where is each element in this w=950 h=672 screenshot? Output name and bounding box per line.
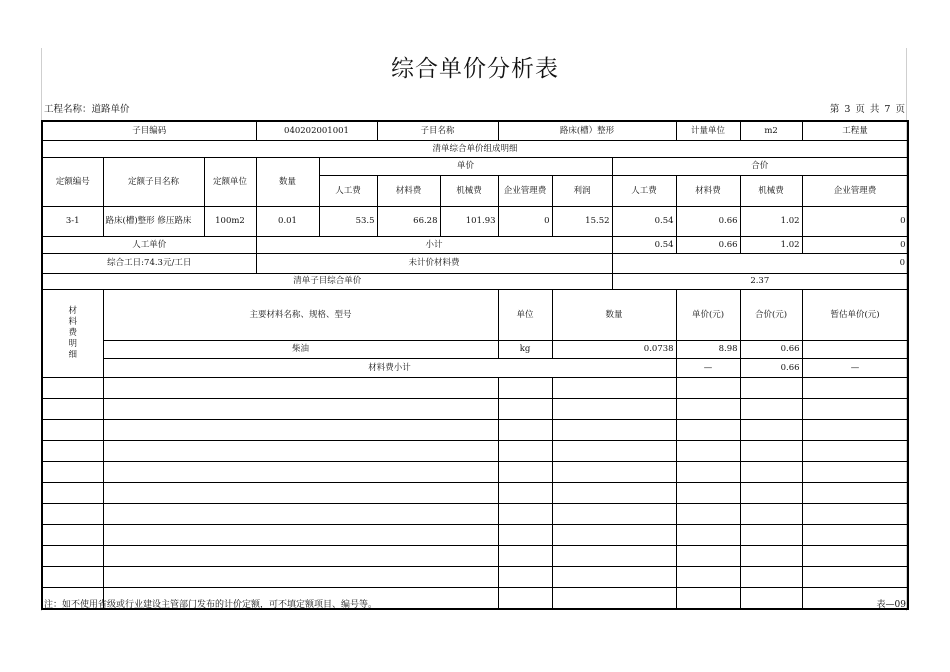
name-label: 子目名称 xyxy=(377,121,498,140)
empty-cell xyxy=(103,461,498,482)
col-up-profit: 利润 xyxy=(552,175,612,206)
empty-row xyxy=(42,398,908,419)
empty-cell xyxy=(740,482,802,503)
empty-cell xyxy=(676,461,740,482)
mat-col-total: 合价(元) xyxy=(740,289,802,340)
table-row xyxy=(42,358,908,377)
empty-cell xyxy=(42,440,103,461)
col-quota-unit: 定额单位 xyxy=(204,157,256,206)
empty-cell xyxy=(552,461,676,482)
empty-cell xyxy=(802,461,908,482)
empty-cell xyxy=(498,566,552,587)
empty-cell xyxy=(498,461,552,482)
name-value: 路床(槽）整形 xyxy=(498,121,676,140)
unpriced-value: 0 xyxy=(612,253,908,273)
code-label: 子目编码 xyxy=(42,121,256,140)
empty-cell xyxy=(103,482,498,503)
empty-cell xyxy=(498,398,552,419)
empty-cell xyxy=(552,566,676,587)
empty-cell xyxy=(498,524,552,545)
row1-tp-labor: 0.54 xyxy=(612,206,676,236)
row1-qty: 0.01 xyxy=(256,206,319,236)
mat-col-unit: 单位 xyxy=(498,289,552,340)
table-row xyxy=(42,289,908,340)
row1-up-profit: 15.52 xyxy=(552,206,612,236)
row1-name: 路床(槽)整形 修压路床 xyxy=(103,206,204,236)
col-quota-no: 定额编号 xyxy=(42,157,103,206)
empty-cell xyxy=(740,440,802,461)
mat-item-price: 8.98 xyxy=(676,340,740,358)
empty-cell xyxy=(676,524,740,545)
form-number: 表—09 xyxy=(876,600,906,610)
subtotal-mgmt: 0 xyxy=(802,236,908,253)
empty-cell xyxy=(552,377,676,398)
empty-cell xyxy=(498,503,552,524)
empty-cell xyxy=(802,566,908,587)
unpriced-label: 未计价材料费 xyxy=(256,253,612,273)
empty-cell xyxy=(802,545,908,566)
empty-cell xyxy=(676,482,740,503)
mat-item-name: 柴油 xyxy=(103,340,498,358)
empty-cell xyxy=(676,566,740,587)
empty-cell xyxy=(42,377,103,398)
empty-row xyxy=(42,419,908,440)
mat-item-qty: 0.0738 xyxy=(552,340,676,358)
empty-cell xyxy=(740,398,802,419)
empty-cell xyxy=(103,377,498,398)
empty-cell xyxy=(676,419,740,440)
unit-value: m2 xyxy=(740,121,802,140)
empty-cell xyxy=(552,587,676,609)
empty-cell xyxy=(802,482,908,503)
col-quota-name: 定额子目名称 xyxy=(103,157,204,206)
empty-row xyxy=(42,440,908,461)
composite-value: 2.37 xyxy=(612,273,908,289)
empty-cell xyxy=(740,461,802,482)
col-up-material: 材料费 xyxy=(377,175,440,206)
empty-cell xyxy=(42,398,103,419)
empty-cell xyxy=(552,482,676,503)
col-up-machine: 机械费 xyxy=(440,175,498,206)
empty-cell xyxy=(42,524,103,545)
empty-row xyxy=(42,566,908,587)
empty-row xyxy=(42,377,908,398)
empty-cell xyxy=(740,419,802,440)
col-total-price: 合价 xyxy=(612,157,908,175)
empty-cell xyxy=(498,587,552,609)
empty-cell xyxy=(676,377,740,398)
empty-cell xyxy=(552,398,676,419)
empty-row xyxy=(42,524,908,545)
row1-tp-material: 0.66 xyxy=(676,206,740,236)
empty-row xyxy=(42,503,908,524)
empty-cell xyxy=(802,524,908,545)
labor-rate: 综合工日:74.3元/工日 xyxy=(42,253,256,273)
empty-cell xyxy=(42,419,103,440)
section-title: 清单综合单价组成明细 xyxy=(42,140,908,157)
analysis-table xyxy=(41,120,909,610)
row1-up-labor: 53.5 xyxy=(319,206,377,236)
empty-cell xyxy=(42,545,103,566)
empty-cell xyxy=(740,377,802,398)
empty-cell xyxy=(676,545,740,566)
empty-row xyxy=(42,545,908,566)
empty-cell xyxy=(42,461,103,482)
table-row xyxy=(42,157,908,175)
subtotal-label: 小计 xyxy=(256,236,612,253)
empty-cell xyxy=(802,440,908,461)
mat-sub-total: 0.66 xyxy=(740,358,802,377)
empty-cell xyxy=(42,482,103,503)
project-name: 工程名称：道路单价 xyxy=(44,104,130,115)
empty-cell xyxy=(802,398,908,419)
col-up-labor: 人工费 xyxy=(319,175,377,206)
empty-row xyxy=(42,482,908,503)
empty-cell xyxy=(552,440,676,461)
empty-cell xyxy=(103,524,498,545)
col-tp-labor: 人工费 xyxy=(612,175,676,206)
mat-item-unit: kg xyxy=(498,340,552,358)
mat-col-price: 单价(元) xyxy=(676,289,740,340)
table-row xyxy=(42,340,908,358)
empty-row xyxy=(42,461,908,482)
empty-cell xyxy=(498,377,552,398)
table-row xyxy=(42,253,908,273)
mat-subtotal-label: 材料费小计 xyxy=(103,358,676,377)
qty-label: 工程量 xyxy=(802,121,908,140)
labor-unit-price-label: 人工单价 xyxy=(42,236,256,253)
mat-col-qty: 数量 xyxy=(552,289,676,340)
col-tp-mgmt: 企业管理费 xyxy=(802,175,908,206)
empty-cell xyxy=(552,419,676,440)
mat-item-total: 0.66 xyxy=(740,340,802,358)
col-up-mgmt: 企业管理费 xyxy=(498,175,552,206)
empty-cell xyxy=(802,419,908,440)
subtotal-labor: 0.54 xyxy=(612,236,676,253)
empty-cell xyxy=(103,440,498,461)
empty-cell xyxy=(42,566,103,587)
empty-cell xyxy=(676,587,740,609)
empty-cell xyxy=(676,398,740,419)
row1-up-machine: 101.93 xyxy=(440,206,498,236)
page-info: 第 3 页 共 7 页 xyxy=(829,104,905,115)
footnote: 注：如不使用省级或行业建设主管部门发布的计价定额，可不填定额项目、编号等。 xyxy=(44,600,378,610)
empty-cell xyxy=(103,398,498,419)
code-value: 040202001001 xyxy=(256,121,377,140)
empty-cell xyxy=(103,566,498,587)
empty-cell xyxy=(42,503,103,524)
col-unit-price: 单价 xyxy=(319,157,612,175)
empty-cell xyxy=(552,524,676,545)
row1-up-material: 66.28 xyxy=(377,206,440,236)
empty-cell xyxy=(552,503,676,524)
empty-cell xyxy=(676,503,740,524)
empty-cell xyxy=(740,524,802,545)
empty-cell xyxy=(802,377,908,398)
col-quantity: 数量 xyxy=(256,157,319,206)
header-row xyxy=(42,121,908,140)
mat-sub-price: — xyxy=(676,358,740,377)
empty-cell xyxy=(103,419,498,440)
row1-no: 3-1 xyxy=(42,206,103,236)
table-row xyxy=(42,206,908,236)
subtotal-machine: 1.02 xyxy=(740,236,802,253)
mat-sub-est-price: — xyxy=(802,358,908,377)
row1-up-mgmt: 0 xyxy=(498,206,552,236)
row1-tp-mgmt: 0 xyxy=(802,206,908,236)
empty-cell xyxy=(552,545,676,566)
empty-cell xyxy=(740,503,802,524)
row1-tp-machine: 1.02 xyxy=(740,206,802,236)
empty-cell xyxy=(740,545,802,566)
mat-col-est-price: 暂估单价(元) xyxy=(802,289,908,340)
empty-cell xyxy=(498,545,552,566)
table-row xyxy=(42,236,908,253)
empty-cell xyxy=(740,566,802,587)
empty-cell xyxy=(802,503,908,524)
empty-cell xyxy=(740,587,802,609)
empty-cell xyxy=(498,419,552,440)
col-tp-material: 材料费 xyxy=(676,175,740,206)
empty-cell xyxy=(103,503,498,524)
materials-side-label: 材 料 费 明 细 xyxy=(42,289,103,377)
col-tp-machine: 机械费 xyxy=(740,175,802,206)
subtotal-material: 0.66 xyxy=(676,236,740,253)
empty-cell xyxy=(498,482,552,503)
unit-label: 计量单位 xyxy=(676,121,740,140)
row1-unit: 100m2 xyxy=(204,206,256,236)
table-row xyxy=(42,273,908,289)
page-title: 综合单价分析表 xyxy=(391,56,559,82)
mat-item-est-price xyxy=(802,340,908,358)
empty-cell xyxy=(498,440,552,461)
table-row xyxy=(42,140,908,157)
composite-label: 清单子目综合单价 xyxy=(42,273,612,289)
mat-col-name: 主要材料名称、规格、型号 xyxy=(103,289,498,340)
empty-cell xyxy=(103,545,498,566)
empty-cell xyxy=(676,440,740,461)
